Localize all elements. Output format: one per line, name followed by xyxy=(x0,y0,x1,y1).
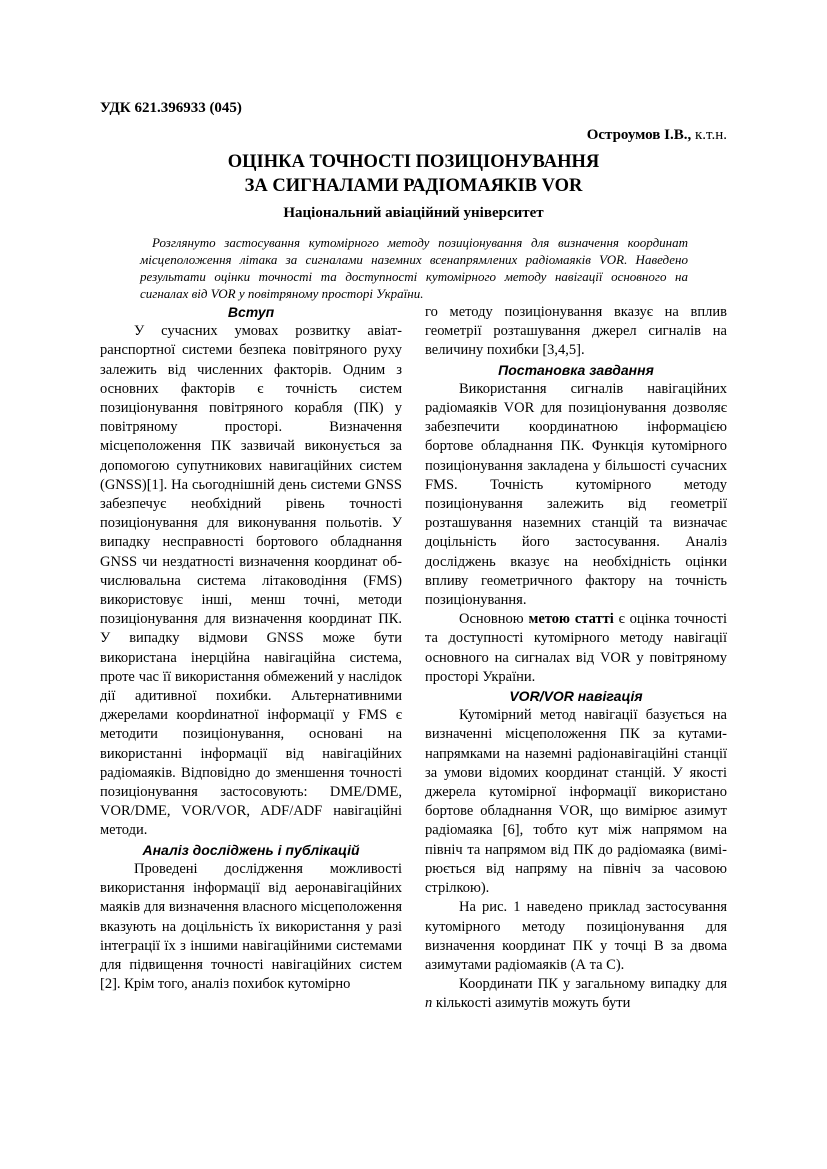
udc-code: УДК 621.396933 (045) xyxy=(100,100,242,116)
vor-paragraph-2: На рис. 1 наведено приклад застосування кутомірного методу позиціонування для визначення координат ПК у точці В за двома азимутами радіомаяків (А та С). xyxy=(425,899,727,973)
goal-emphasis: метою статті xyxy=(528,611,614,628)
goal-text-start: Основною xyxy=(459,611,529,628)
section-heading-introduction: Вступ xyxy=(227,304,275,320)
goal-paragraph xyxy=(425,610,727,687)
analysis-paragraph: Проведені дослідження можливості використання інформації від аеронавігаційних маяків для визначення власного місцеположення вказують на доцільність їх використання у разі інтеграції їх з іншими навігаційними системами для підвищення точності навігаційних систем [2]. Крім того, аналіз похибок кутомірно xyxy=(100,860,402,993)
vor-paragraph-3 xyxy=(425,975,727,1013)
variable-n: n xyxy=(425,995,433,1012)
author-degree: к.т.н. xyxy=(691,127,727,143)
vor-paragraph-3-end: кількості азимутів можуть бути xyxy=(432,995,631,1012)
paper-title xyxy=(100,150,727,198)
vor-paragraph-1: Кутомірний метод навігації базується на визначенні місцеположення ПК за кутами-напрямками на наземні радіонавігаційні станції за умови відомих координат станцій. У якості джерела кутомірної інформації використано бортове обладнання VOR, що вимірює азимут радіомаяка [6], тобто кут між напрямом на північ та напрямом від ПК до радіомаяка (вимірюється від напряму на північ за часовою стрілкою). xyxy=(425,707,727,897)
paper-title-line-2: ЗА СИГНАЛАМИ РАДІОМАЯКІВ VOR xyxy=(244,176,583,196)
vor-paragraph-3-start: Координати ПК у загальному випадку для xyxy=(459,976,727,993)
author-name: Остроумов І.В., xyxy=(586,127,692,143)
right-column xyxy=(425,303,727,1014)
abstract: Розглянуто застосування кутомірного методу позиціонування для визначення координат місцеположення літака за сигналами наземних всенапрямлених радіомаяків VOR. Наведено результати оцінки точності та доступності кутомірного методу навігації основного на сигналах від VOR у повітряному просторі України. xyxy=(140,235,688,301)
section-heading-analysis: Аналіз досліджень і публікацій xyxy=(142,841,360,858)
introduction-paragraph: У сучасних умовах розвитку авіатранспортної системи безпека повітряного руху залежить від численних факторів. Одним з основних факторів є точність систем позиціонування повітряного корабля (ПК) у повітряному просторі. Визначення місцеположення ПК зазвичай виконується за допомогою супутникових навигаційних систем (GNSS)[1]. На сьогоднішній день системи GNSS забезпечує необхідний рівень точності позиціонування для виконування польотів. У випадку несправності бортового обладнання GNSS чи нездатності визначення координат обчислювальна система літаководіння (FMS) використовує інші, менш точні, методи позиціонування для визначення координат ПК. У випадку відмови GNSS може бути використана інерційна навігаційна система, проте час її використання обмежений у наслідок дії адитивної похибки. Альтернативними джерелами коорdинатної інформації у FMS є методити позиціонування, основані на використанні інформації від навігаційних радіомаяків. Відповідно до зменшення точності позиціонування застосовують: DME/DME, VOR/DME, VOR/VOR, ADF/ADF навігаційні методи. xyxy=(100,323,402,839)
problem-paragraph: Використання сигналів навігаційних радіомаяків VOR для позиціонування дозволяє забезпечити координатною інформацією бортове обладнання ПК. Функція кутомірного позиціонування закладена у більшості сучасних FMS. Точність кутомірного методу позиціонування залежить від геометрії розташування наземних станцій та визначає доцільність його застосування. Аналіз досліджень вказує на необхідність оцінки впливу геометричного фактору на точність позиціонування. xyxy=(425,380,727,609)
paper-title-line-1: ОЦІНКА ТОЧНОСТІ ПОЗИЦІОНУВАННЯ xyxy=(227,152,600,172)
section-heading-vor-navigation: VOR/VOR навігація xyxy=(509,688,643,705)
affiliation: Національний авіаційний університет xyxy=(283,205,544,221)
left-column xyxy=(100,303,402,994)
author-line xyxy=(587,127,727,144)
goal-text-end: є оцінка точності та доступності кутомірного методу навігації основного на сигналах від VOR у повітряному просторі України. xyxy=(425,611,727,685)
analysis-continuation: го методу позиціонування вказує на вплив геометрії розташування джерел сигналів на величину похибки [3,4,5]. xyxy=(425,304,727,359)
section-heading-problem: Постановка завдання xyxy=(498,361,654,378)
